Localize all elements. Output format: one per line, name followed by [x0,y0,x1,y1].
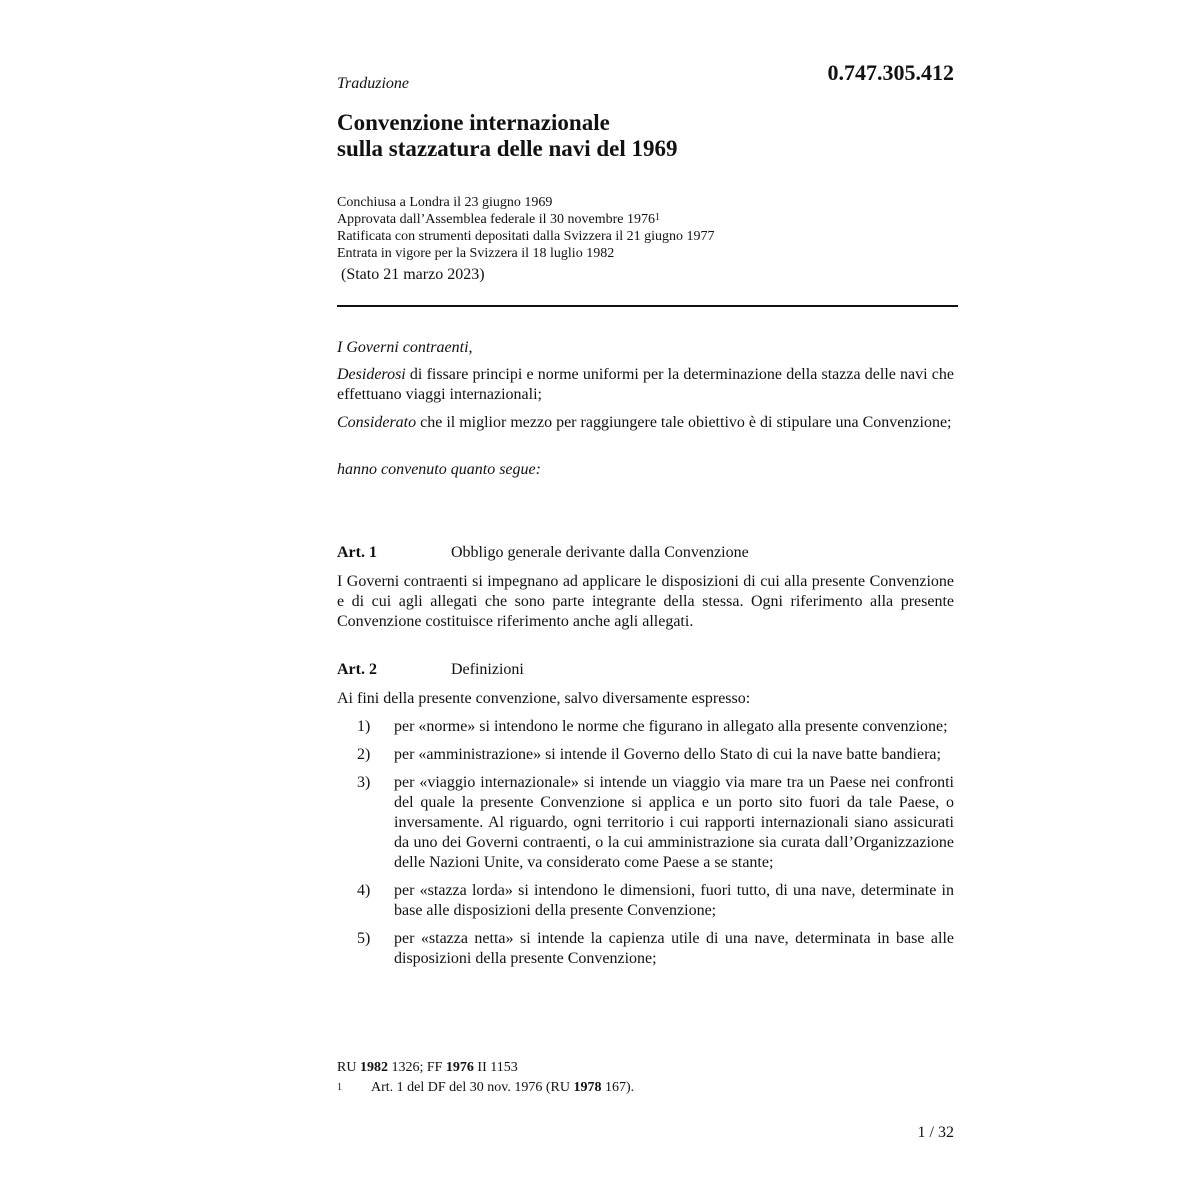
list-item-text: per «stazza netta» si intende la capienza utile di una nave, determinata in base alle disposizioni della presente Convenzione; [394,930,954,967]
preamble-paragraph-2 [337,413,954,433]
list-item-text: per «amministrazione» si intende il Governo dello Stato di cui la nave batte bandiera; [394,746,941,763]
article-1-text: I Governi contraenti si impegnano ad applicare le disposizioni di cui alla presente Convenzione e di cui agli allegati che sono parte integrante della stessa. Ogni riferimento alla presente Convenzione costituisce riferimento anche agli allegati. [337,573,954,630]
preamble-p1-emphasis: Desiderosi [337,366,406,383]
list-item [357,881,954,921]
official-references [337,1058,634,1078]
document-title [337,110,678,162]
fn-text: Art. 1 del DF del 30 nov. 1976 (RU [371,1080,574,1095]
fn-text: 167). [601,1080,635,1095]
preamble-p2-text: che il miglior mezzo per raggiungere tale obiettivo è di stipulare una Convenzione; [416,414,952,431]
article-2-title: Definizioni [451,661,524,678]
list-item [357,929,954,969]
list-item-text: per «stazza lorda» si intendono le dimensioni, fuori tutto, di una nave, determinate in base alle disposizioni della presente Convenzione; [394,882,954,919]
ref-text: 1326; FF [387,1060,446,1075]
title-line-1: Convenzione internazionale [337,110,610,135]
page-number: 1 / 32 [917,1124,954,1141]
preamble-p2-emphasis: Considerato [337,414,417,431]
list-item-number: 1) [357,718,371,735]
list-item-text: per «viaggio internazionale» si intende un viaggio via mare tra un Paese nei confronti del quale la presente Convenzione si applica e un porto sito fuori da tale Paese, o inversamente. Al riguardo, ogni territorio i cui rapporti internazionali siano assicurati da uno dei Governi contraenti, o la cui amministrazione sia curata dall’Organizzazione delle Nazioni Unite, va considerato come Paese a se stante; [394,774,954,871]
meta-ratified: Ratificata con strumenti depositati dalla Svizzera il 21 giugno 1977 [337,229,715,244]
list-item-number: 4) [357,882,371,899]
ref-text: II 1153 [473,1060,518,1075]
list-item [357,773,954,873]
list-item-number: 2) [357,746,371,763]
definitions-list [357,717,954,977]
title-line-2: sulla stazzatura delle navi del 1969 [337,136,678,161]
preamble-paragraph-1 [337,365,954,405]
document-meta [337,194,715,262]
list-item-number: 3) [357,774,371,791]
ref-year: 1976 [445,1060,474,1075]
fn-year: 1978 [573,1080,602,1095]
article-2-intro: Ai fini della presente convenzione, salvo diversamente espresso: [337,690,751,707]
sr-number: 0.747.305.412 [827,60,954,85]
meta-approved-text: Approvata dall’Assemblea federale il 30 novembre 1976 [337,212,656,227]
list-item-number: 5) [357,930,371,947]
footnote-1 [337,1078,634,1098]
list-item-text: per «norme» si intendono le norme che figurano in allegato alla presente convenzione; [394,718,948,735]
document-label: Traduzione [337,75,410,92]
ref-text: RU [337,1060,360,1075]
ref-year: 1982 [359,1060,388,1075]
list-item [357,717,954,737]
preamble-closing: hanno convenuto quanto segue: [337,461,541,478]
meta-concluded: Conchiusa a Londra il 23 giugno 1969 [337,195,553,210]
meta-approved [337,211,715,228]
article-2-number: Art. 2 [337,661,377,678]
list-item [357,745,954,765]
footnote-ref-1[interactable]: 1 [655,212,661,223]
article-1-number: Art. 1 [337,544,377,561]
footnote-1-text [371,1078,634,1098]
footnotes [337,1058,634,1098]
header-divider [337,305,958,307]
preamble-opening: I Governi contraenti, [337,339,473,356]
meta-in-force: Entrata in vigore per la Svizzera il 18 luglio 1982 [337,246,615,261]
status-date: (Stato 21 marzo 2023) [341,266,485,283]
footnote-1-mark: 1 [337,1082,342,1093]
article-1-title: Obbligo generale derivante dalla Convenzione [451,544,749,561]
preamble-p1-text: di fissare principi e norme uniformi per la determinazione della stazza delle navi che effettuano viaggi internazionali; [337,366,954,403]
